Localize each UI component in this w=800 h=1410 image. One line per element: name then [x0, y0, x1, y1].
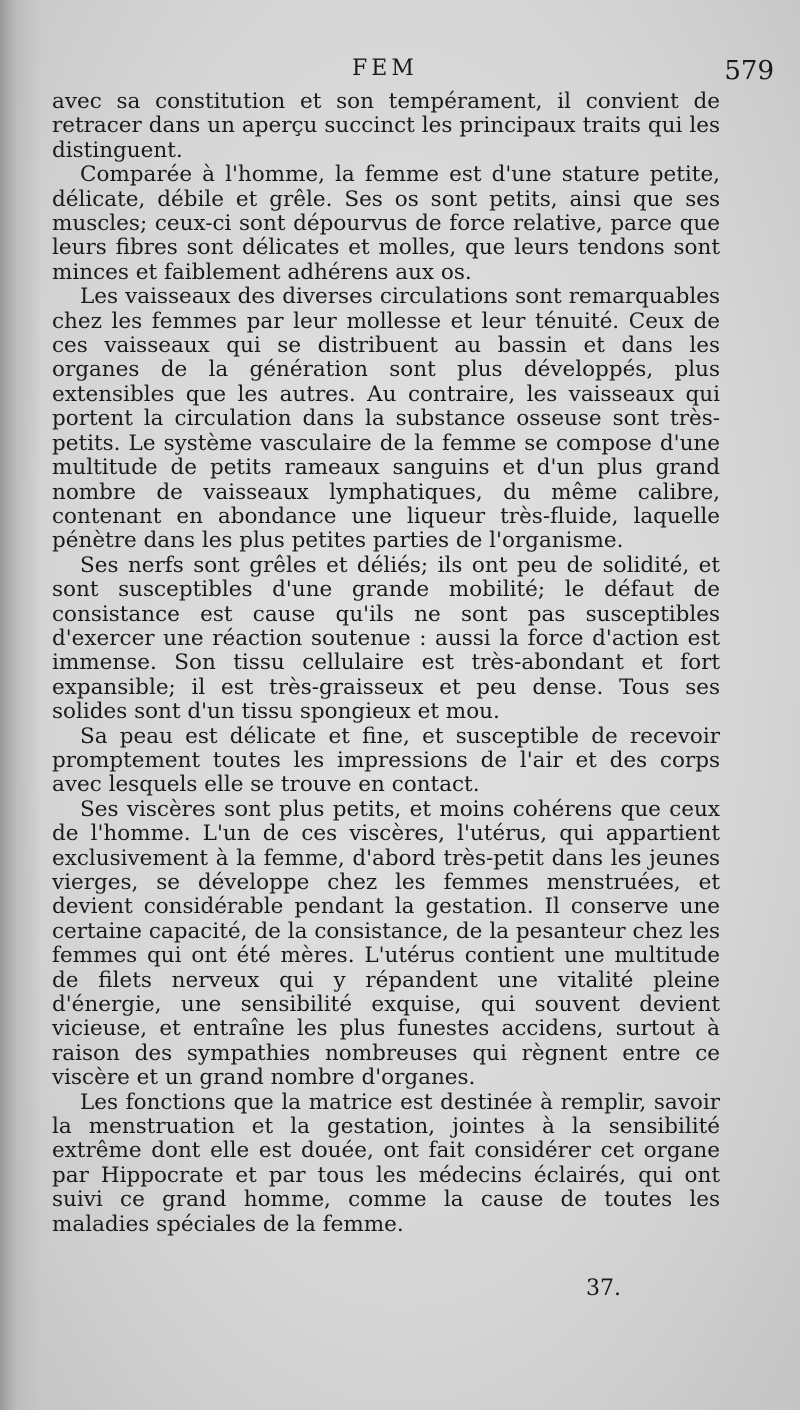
paragraph-functions: Les fonctions que la matrice est destinée à remplir, savoir la menstruation et la gestation, jointes à la sensibilité extrême dont elle est douée, ont fait considérer cet organe par Hippocrate et par tous les médecins éclairés, qui ont suivi ce grand homme, comme la cause de toutes les maladies spéciales de la femme. — [52, 1089, 720, 1237]
paragraph-stature: Comparée à l'homme, la femme est d'une stature petite, délicate, débile et grêle. Ses os sont petits, ainsi que ses muscles; ceux-ci sont dépourvus de force relative, parce que leurs fibres sont délicates et molles, que leurs tendons sont minces et faiblement adhérens aux os. — [52, 162, 720, 285]
signature-mark: 37. — [586, 1276, 621, 1301]
binding-shadow — [0, 0, 42, 1410]
body-text — [52, 90, 720, 1237]
paragraph-continued: avec sa constitution et son tempérament, il convient de retracer dans un aperçu succinct les principaux traits qui les distinguent. — [52, 89, 720, 163]
paragraph-viscera: Ses viscères sont plus petits, et moins cohérens que ceux de l'homme. L'un de ces viscères, l'utérus, qui appartient exclusivement à la femme, d'abord très-petit dans les jeunes vierges, se développe chez les femmes menstruées, et devient considérable pendant la gestation. Il conserve une certaine capacité, de la consistance, de la pesanteur chez les femmes qui ont été mères. L'utérus contient une multitude de filets nerveux qui y répandent une vitalité pleine d'énergie, une sensibilité exquise, qui souvent devient vicieuse, et entraîne les plus funestes accidens, surtout à raison des sympathies nombreuses qui règnent entre ce viscère et un grand nombre d'organes. — [52, 796, 720, 1091]
paragraph-nerves: Ses nerfs sont grêles et déliés; ils ont peu de solidité, et sont susceptibles d'une grande mobilité; le défaut de consistance est cause qu'ils ne sont pas susceptibles d'exercer une réaction soutenue : aussi la force d'action est immense. Son tissu cellulaire est très-abondant et fort expansible; il est très-graisseux et peu dense. Tous ses solides sont d'un tissu spongieux et mou. — [52, 552, 720, 725]
paragraph-skin: Sa peau est délicate et fine, et susceptible de recevoir promptement toutes les impressions de l'air et des corps avec lesquels elle se trouve en contact. — [52, 723, 720, 798]
running-head-title: FEM — [352, 56, 418, 81]
running-head — [52, 56, 780, 90]
page-number: 579 — [724, 56, 774, 86]
paragraph-vessels: Les vaisseaux des diverses circulations sont remarquables chez les femmes par leur mollesse et leur ténuité. Ceux de ces vaisseaux qui se distribuent au bassin et dans les organes de la génération sont plus développés, plus extensibles que les autres. Au contraire, les vaisseaux qui portent la circulation dans la substance osseuse sont très-petits. Le système vasculaire de la femme se compose d'une multitude de petits rameaux sanguins et d'un plus grand nombre de vaisseaux lymphatiques, du même calibre, contenant en abondance une liqueur très-fluide, laquelle pénètre dans les plus petites parties de l'organisme. — [52, 284, 720, 554]
